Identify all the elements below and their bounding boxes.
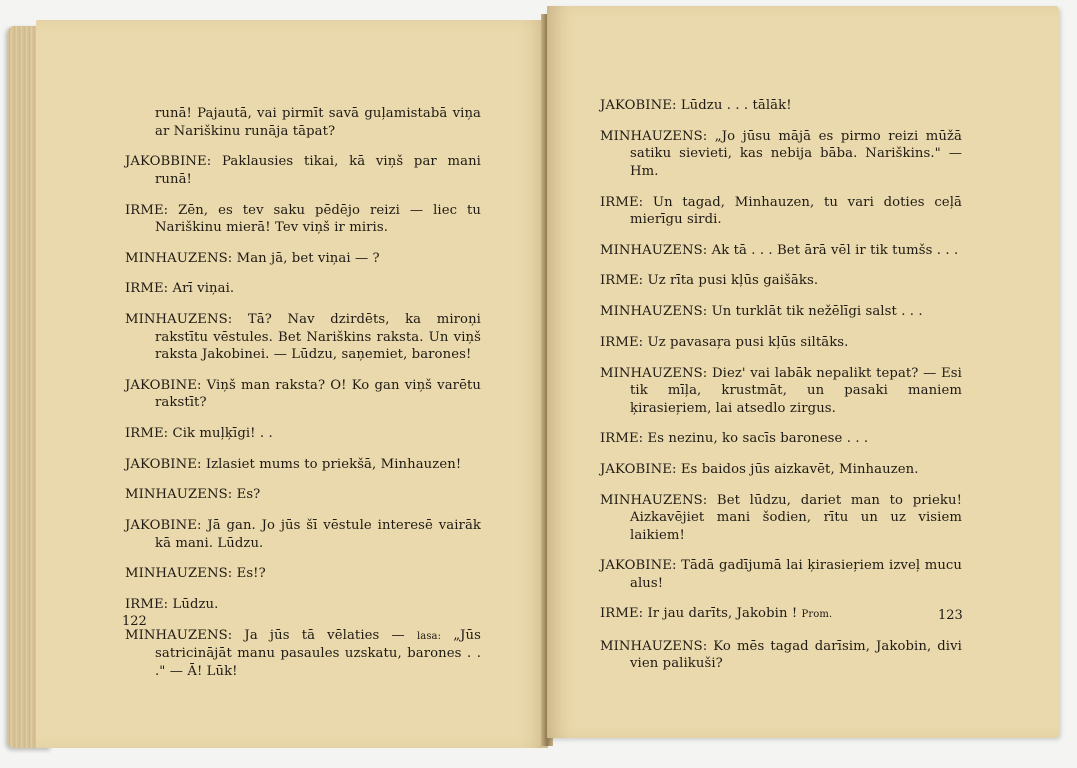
dialogue-line: MINHAUZENS: Ak tā . . . Bet ārā vēl ir tik tumšs . . . bbox=[600, 242, 959, 258]
dialogue-line: JAKOBBINE: Paklausies tikai, kā viņš par mani runā! bbox=[125, 154, 481, 187]
dialogue-line bbox=[600, 605, 962, 624]
dialogue-text: MINHAUZENS: Ja jūs tā vēlaties — bbox=[125, 627, 417, 643]
dialogue-line: MINHAUZENS: Tā? Nav dzirdēts, ka miroņi rakstītu vēstules. Bet Nariškins raksta. Un viņš raksta Jakobinei. — Lūdzu, saņemiet, barones! bbox=[125, 312, 481, 363]
dialogue-line: IRME: Cik muļķīgi! . . bbox=[125, 426, 273, 441]
dialogue-line: JAKOBINE: Es baidos jūs aizkavēt, Minhauzen. bbox=[600, 461, 919, 477]
dialogue-line: MINHAUZENS: Es? bbox=[125, 487, 261, 503]
dialogue-text: „Jūs satricinājāt manu pasaules uzskatu, barones . . ." — Ā! Lūk! bbox=[155, 627, 482, 679]
dialogue-line: MINHAUZENS: Man jā, bet viņai — ? bbox=[125, 250, 380, 266]
left-page bbox=[36, 20, 548, 748]
dialogue-line: IRME: Uz rīta pusi kļūs gaišāks. bbox=[600, 273, 819, 289]
left-page-text bbox=[125, 92, 481, 685]
dialogue-line: JAKOBINE: Tādā gadījumā lai ķirasieŗiem izveļ mucu alus! bbox=[600, 558, 962, 591]
page-number: 123 bbox=[938, 608, 963, 623]
stage-direction: lasa: bbox=[416, 630, 442, 642]
dialogue-line: IRME: Uz pavasaŗa pusi kļūs siltāks. bbox=[600, 334, 849, 350]
dialogue-line: IRME: Un tagad, Minhauzen, tu vari doties ceļā mierīgu sirdi. bbox=[600, 194, 962, 228]
dialogue-line: JAKOBINE: Izlasiet mums to priekšā, Minhauzen! bbox=[125, 456, 462, 472]
dialogue-line: MINHAUZENS: Ko mēs tagad darīsim, Jakobin, divi vien palikuši? bbox=[600, 638, 962, 672]
dialogue-line: MINHAUZENS: „Jo jūsu mājā es pirmo reizi mūžā satiku sievieti, kas nebija bāba. Nariškins." — Hm. bbox=[600, 128, 962, 179]
right-page-text bbox=[600, 84, 962, 677]
dialogue-line: IRME: Es nezinu, ko sacīs baronese . . . bbox=[600, 431, 869, 447]
dialogue-line: IRME: Arī viņai. bbox=[125, 281, 235, 297]
stage-direction: Prom. bbox=[801, 609, 833, 621]
dialogue-line: runā! Pajautā, vai pirmīt savā guļamistabā viņa ar Nariškinu runāja tāpat? bbox=[155, 106, 481, 139]
dialogue-line: MINHAUZENS: Diez' vai labāk nepalikt tepat? — Esi tik mīļa, krustmāt, un pasaki maniem ķirasieŗiem, lai atsedlo zirgus. bbox=[600, 365, 962, 416]
dialogue-text: IRME: Ir jau darīts, Jakobin ! bbox=[600, 606, 802, 622]
dialogue-line: JAKOBINE: Jā gan. Jo jūs šī vēstule interesē vairāk kā mani. Lūdzu. bbox=[125, 518, 481, 551]
dialogue-line: MINHAUZENS: Bet lūdzu, dariet man to prieku! Aizkavējiet mani šodien, rītu un uz visiem laikiem! bbox=[600, 492, 962, 543]
dialogue-line: MINHAUZENS: Es!? bbox=[125, 566, 266, 582]
dialogue-line: JAKOBINE: Viņš man raksta? O! Ko gan viņš varētu rakstīt? bbox=[125, 377, 481, 411]
dialogue-line: IRME: Zēn, es tev saku pēdējo reizi — liec tu Nariškinu mierā! Tev viņš ir miris. bbox=[125, 202, 481, 236]
dialogue-line: MINHAUZENS: Un turklāt tik nežēlīgi salst . . . bbox=[600, 304, 923, 320]
dialogue-line: JAKOBINE: Lūdzu . . . tālāk! bbox=[600, 98, 792, 114]
dialogue-line: IRME: Lūdzu. bbox=[125, 596, 219, 612]
page-number: 122 bbox=[122, 614, 147, 629]
dialogue-line bbox=[125, 627, 481, 681]
right-page bbox=[547, 6, 1059, 738]
